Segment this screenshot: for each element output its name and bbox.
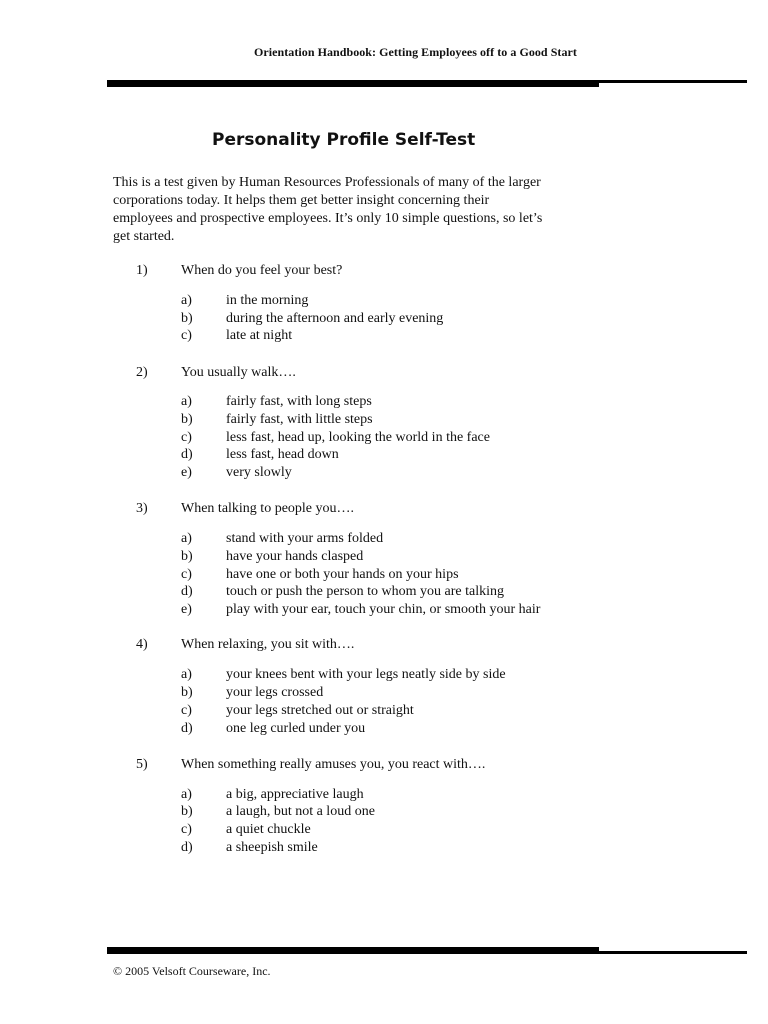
question-number: 4) — [136, 637, 148, 652]
option-letter: b) — [181, 549, 193, 564]
option-text: have your hands clasped — [226, 549, 364, 564]
option-text: touch or push the person to whom you are talking — [226, 584, 505, 599]
option-letter: b) — [181, 804, 193, 819]
option-text: during the afternoon and early evening — [226, 311, 444, 326]
intro-line: corporations today. It helps them get better insight concerning their — [113, 193, 490, 208]
option-letter: e) — [181, 602, 192, 617]
option-letter: c) — [181, 430, 192, 445]
footer-copyright: © 2005 Velsoft Courseware, Inc. — [113, 964, 271, 978]
question-number: 3) — [136, 501, 148, 516]
option-letter: a) — [181, 394, 192, 409]
intro-paragraph — [113, 174, 593, 246]
option-letter: d) — [181, 721, 193, 736]
option-text: very slowly — [226, 465, 292, 480]
intro-line: employees and prospective employees. It’s only 10 simple questions, so let’s — [113, 211, 543, 226]
option-text: a big, appreciative laugh — [226, 787, 364, 802]
option-text: late at night — [226, 328, 293, 343]
option-letter: d) — [181, 584, 193, 599]
option-text: one leg curled under you — [226, 721, 366, 736]
option-text: in the morning — [226, 293, 309, 308]
question-text: You usually walk…. — [181, 365, 296, 380]
option-letter: b) — [181, 311, 193, 326]
header-rule-thick — [107, 83, 599, 87]
option-letter: d) — [181, 447, 193, 462]
option-letter: a) — [181, 531, 192, 546]
option-text: stand with your arms folded — [226, 531, 384, 546]
option-letter: c) — [181, 822, 192, 837]
option-letter: d) — [181, 840, 193, 855]
option-text: less fast, head down — [226, 447, 339, 462]
option-text: have one or both your hands on your hips — [226, 567, 459, 582]
option-letter: c) — [181, 567, 192, 582]
question-text: When relaxing, you sit with…. — [181, 637, 355, 652]
option-letter: b) — [181, 412, 193, 427]
option-text: your legs crossed — [226, 685, 324, 700]
document-title: Personality Profile Self-Test — [212, 130, 476, 150]
option-text: a laugh, but not a loud one — [226, 804, 375, 819]
question-text: When talking to people you…. — [181, 501, 355, 516]
option-letter: a) — [181, 787, 192, 802]
question-text: When something really amuses you, you react with…. — [181, 757, 486, 772]
option-letter: c) — [181, 328, 192, 343]
intro-line: This is a test given by Human Resources Professionals of many of the larger — [113, 175, 541, 190]
question-number: 5) — [136, 757, 148, 772]
option-text: a sheepish smile — [226, 840, 318, 855]
option-text: your knees bent with your legs neatly side by side — [226, 667, 506, 682]
question-text: When do you feel your best? — [181, 263, 343, 278]
option-text: a quiet chuckle — [226, 822, 311, 837]
option-text: fairly fast, with little steps — [226, 412, 373, 427]
option-letter: b) — [181, 685, 193, 700]
option-text: your legs stretched out or straight — [226, 703, 414, 718]
option-text: fairly fast, with long steps — [226, 394, 372, 409]
header-title: Orientation Handbook: Getting Employees off to a Good Start — [254, 45, 577, 59]
question-number: 2) — [136, 365, 148, 380]
intro-line: get started. — [113, 229, 175, 244]
option-letter: a) — [181, 667, 192, 682]
footer-rule-thin — [107, 951, 747, 954]
option-letter: e) — [181, 465, 192, 480]
option-text: play with your ear, touch your chin, or smooth your hair — [226, 602, 541, 617]
option-letter: a) — [181, 293, 192, 308]
question-number: 1) — [136, 263, 148, 278]
option-text: less fast, head up, looking the world in the face — [226, 430, 490, 445]
option-letter: c) — [181, 703, 192, 718]
